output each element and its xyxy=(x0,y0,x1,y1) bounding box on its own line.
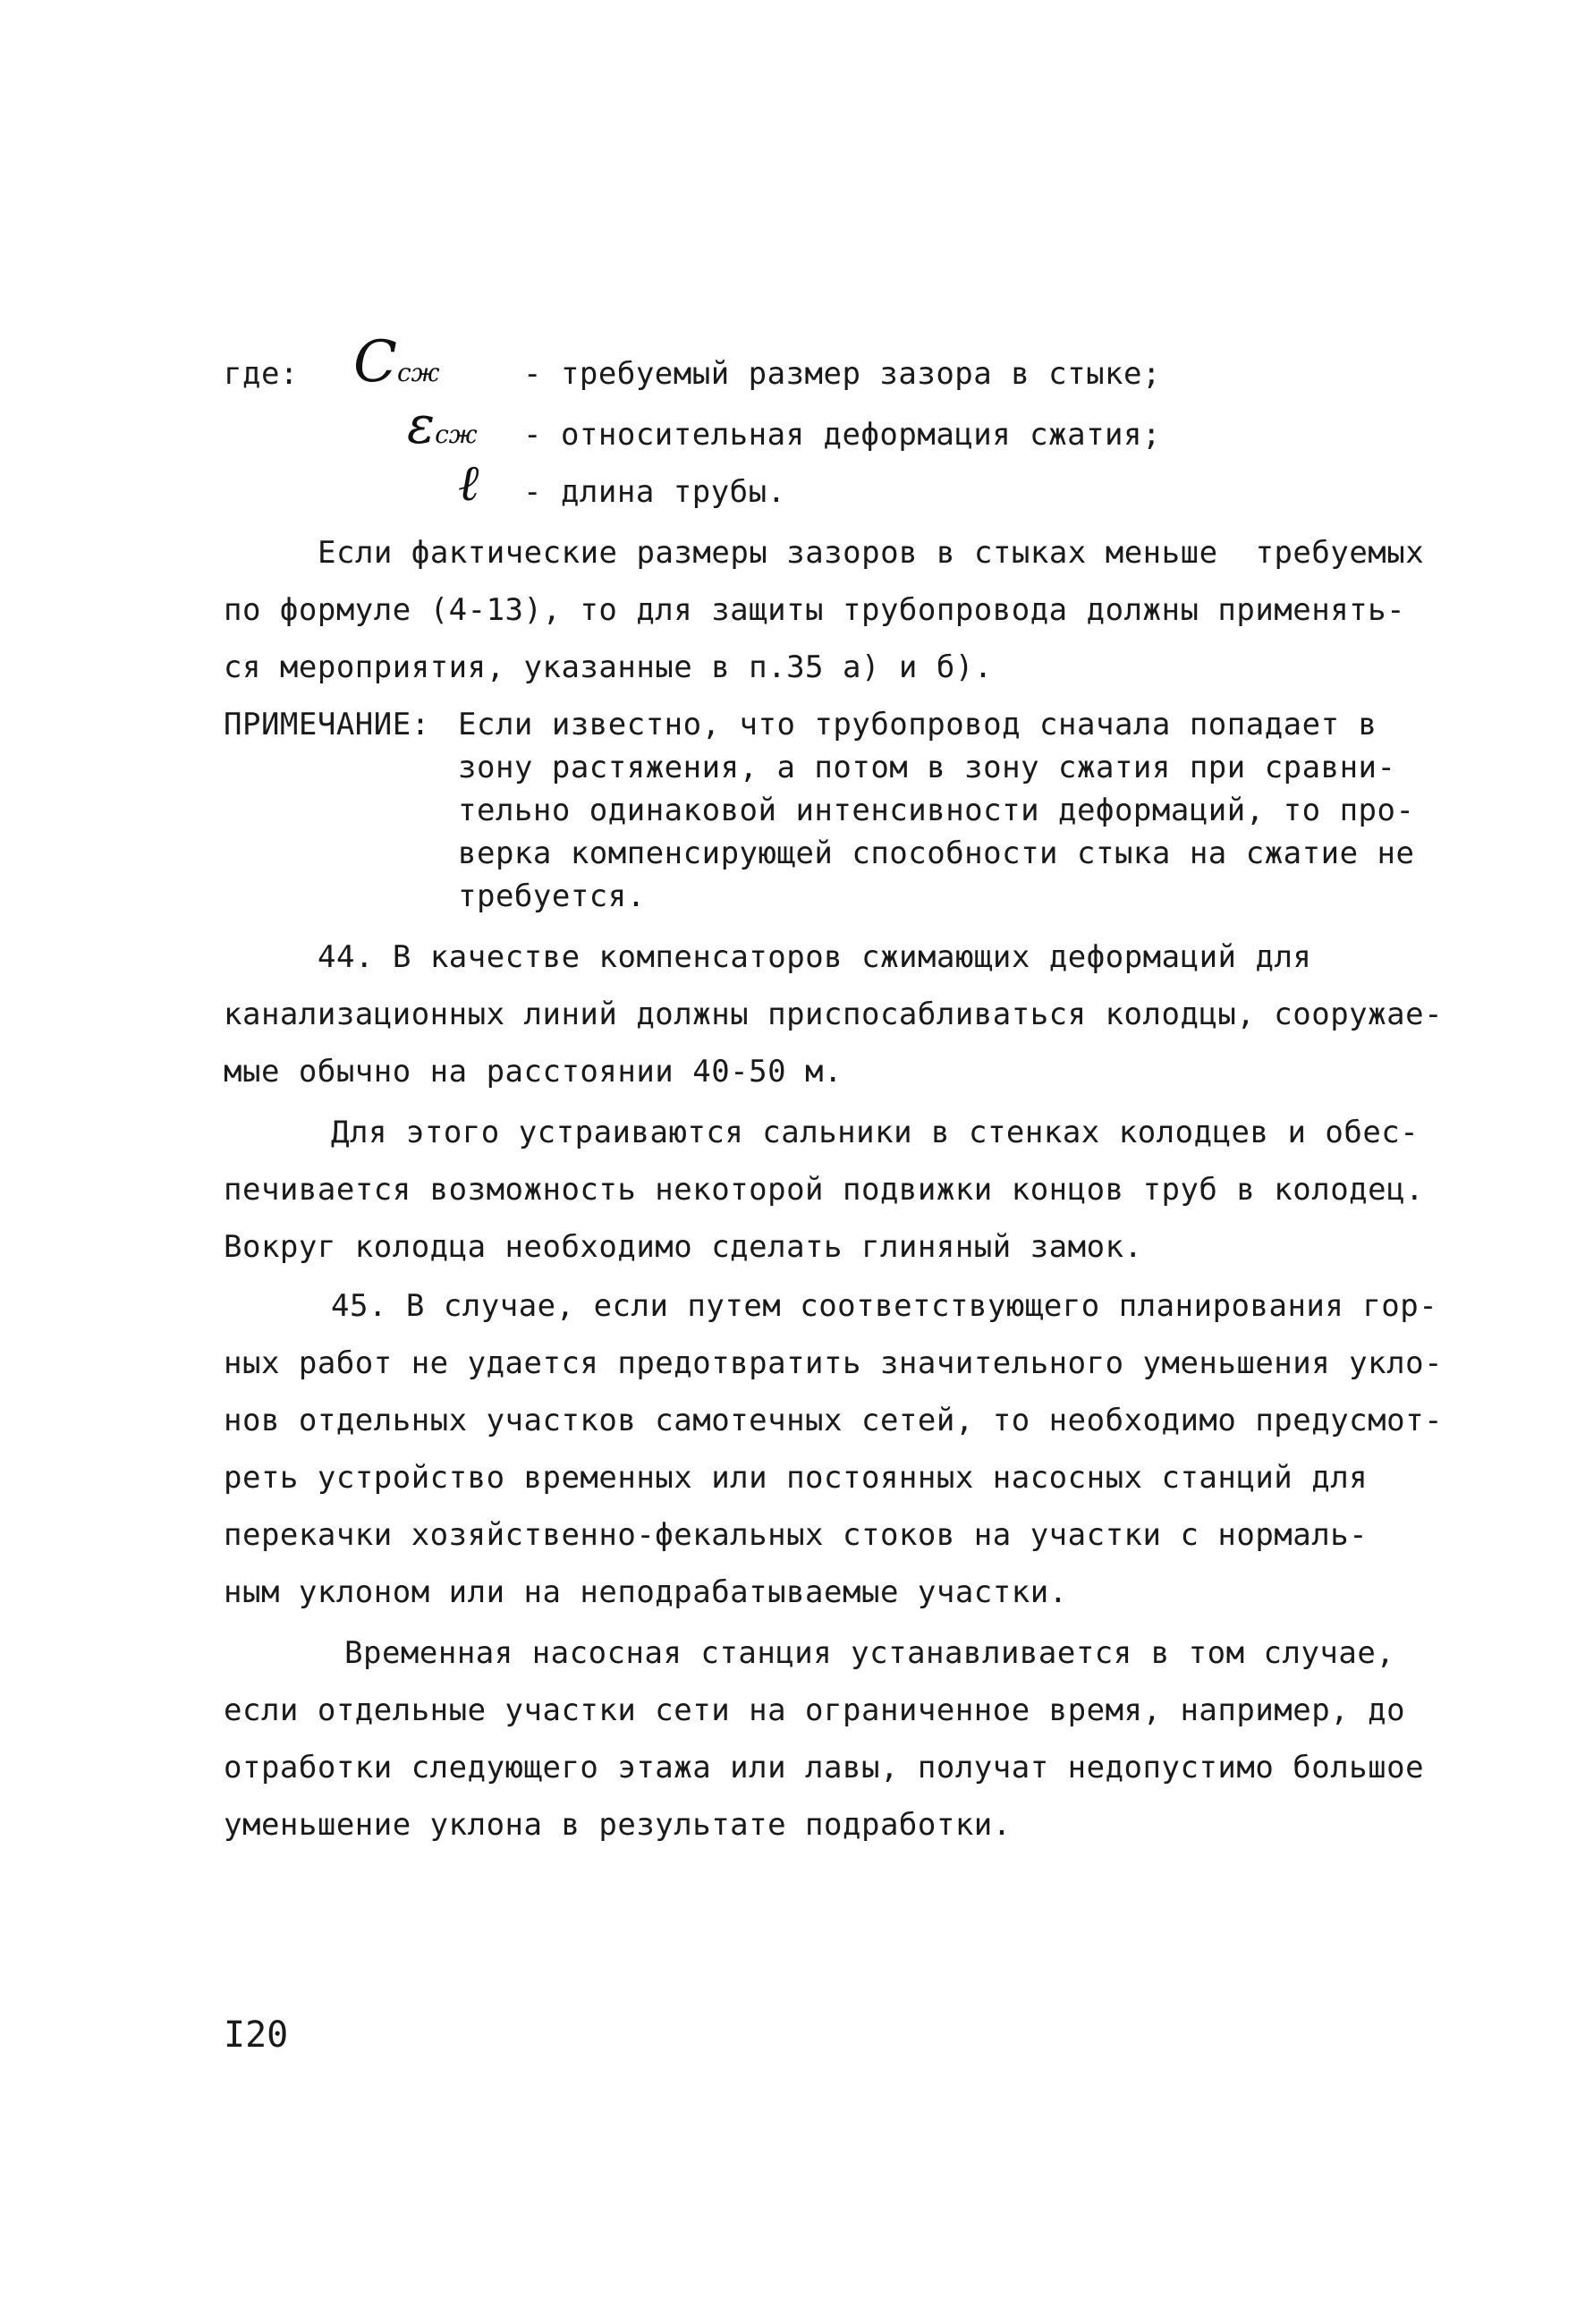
section-45-line-4: реть устройство временных или постоянных насосных станций для xyxy=(224,1460,1369,1496)
paragraph-2-line-3: Вокруг колодца необходимо сделать глиняный замок. xyxy=(224,1229,1143,1265)
note-label: ПРИМЕЧАНИЕ: xyxy=(224,707,430,742)
symbol-l xyxy=(458,456,479,512)
symbol-c-szh xyxy=(353,331,439,404)
symbol-l-char: ℓ xyxy=(458,454,479,513)
symbol-epsilon: ε xyxy=(407,394,436,455)
section-44-line-3: мые обычно на расстоянии 40-50 м. xyxy=(224,1054,843,1090)
note-line-2: зону растяжения, а потом в зону сжатия при сравни- xyxy=(458,750,1396,785)
where-label: где: xyxy=(224,356,299,392)
paragraph-3-line-1: Временная насосная станция устанавливается в том случае, xyxy=(344,1635,1395,1671)
paragraph-3-line-4: уменьшение уклона в результате подработки. xyxy=(224,1807,1012,1843)
page-number: I20 xyxy=(224,2014,289,2056)
section-45-line-2: ных работ не удается предотвратить значительного уменьшения укло- xyxy=(224,1345,1444,1381)
section-45-line-3: нов отдельных участков самотечных сетей, то необходимо предусмот- xyxy=(224,1403,1444,1438)
definition-l-text: - длина трубы. xyxy=(523,474,786,510)
note-line-1: Если известно, что трубопровод сначала попадает в xyxy=(458,707,1377,742)
section-45-line-5: перекачки хозяйственно-фекальных стоков на участки с нормаль- xyxy=(224,1517,1369,1553)
paragraph-1-line-2: по формуле (4-13), то для защиты трубопровода должны применять- xyxy=(224,592,1406,628)
note-line-5: требуется. xyxy=(458,878,646,914)
section-44-line-2: канализационных линий должны приспосабливаться колодцы, сооружае- xyxy=(224,997,1444,1032)
symbol-c: C xyxy=(353,329,397,395)
section-45-line-1: 45. В случае, если путем соответствующего планирования гор- xyxy=(331,1288,1438,1324)
paragraph-3-line-2: если отдельные участки сети на ограниченное время, например, до xyxy=(224,1692,1406,1728)
paragraph-1-line-3: ся мероприятия, указанные в п.35 а) и б). xyxy=(224,649,993,685)
paragraph-3-line-3: отработки следующего этажа или лавы, получат недопустимо большое xyxy=(224,1750,1425,1785)
definition-epsilon-text: - относительная деформация сжатия; xyxy=(523,417,1161,453)
note-line-4: верка компенсирующей способности стыка на сжатие не xyxy=(458,835,1415,871)
paragraph-2-line-2: печивается возможность некоторой подвижки концов труб в колодец. xyxy=(224,1172,1425,1208)
section-44-line-1: 44. В качестве компенсаторов сжимающих деформаций для xyxy=(318,939,1312,975)
paragraph-1-line-1: Если фактические размеры зазоров в стыках меньше требуемых xyxy=(318,535,1425,571)
paragraph-2-line-1: Для этого устраиваются сальники в стенках колодцев и обес- xyxy=(331,1115,1420,1150)
definition-c-text: - требуемый размер зазора в стыке; xyxy=(523,356,1161,392)
section-45-line-6: ным уклоном или на неподрабатываемые участки. xyxy=(224,1574,1068,1610)
symbol-epsilon-subscript: сж xyxy=(435,420,478,449)
note-line-3: тельно одинаковой интенсивности деформаций, то про- xyxy=(458,793,1415,828)
symbol-c-subscript: сж xyxy=(396,358,440,387)
